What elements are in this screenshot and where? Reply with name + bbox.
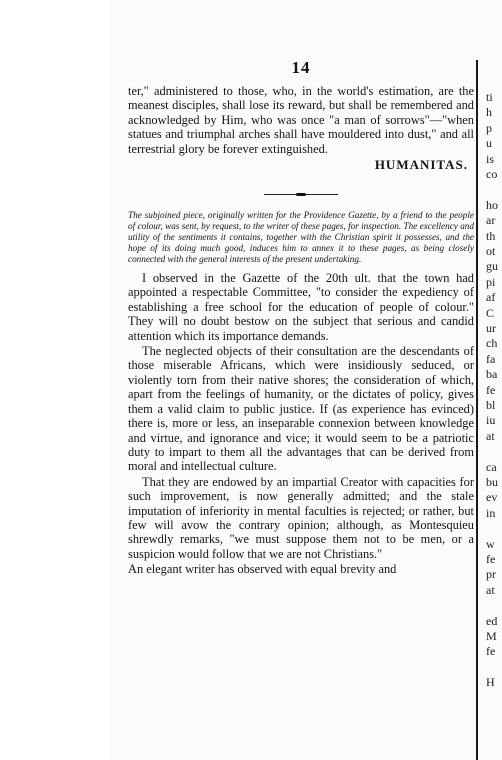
facing-page-fragment: ev <box>486 490 498 505</box>
facing-page-fragment: th <box>486 228 496 243</box>
facing-page-fragment: fe <box>486 552 496 566</box>
facing-page-fragment: pr <box>486 567 496 582</box>
section-divider-rule <box>264 193 338 196</box>
body-paragraph-2: The neglected objects of their consultation are the descendants of those miserable Africans, which were insidiously seduced, or violently torn from their native shores; the consideration of which, apart from the feelings of humanity, or the dictates of policy, gives them a valid claim to public justice. If (as experience has evinced) there is, more or less, an inseparable connexion between knowledge and virtue, and ignorance and vice; it would seem to be a patriotic duty to impart to them all the advantages that can be derived from moral and intellectual culture. <box>128 344 474 474</box>
facing-page-fragment: C <box>486 305 495 320</box>
facing-page-fragment: H <box>486 675 495 690</box>
facing-page-fragment: at <box>486 428 495 443</box>
facing-page-fragment: bl <box>486 398 496 412</box>
page-number: 14 <box>291 58 311 77</box>
facing-page-fragment: u <box>486 136 492 151</box>
facing-page-fragment: fa <box>486 351 496 366</box>
body-paragraph-1: I observed in the Gazette of the 20th ult. that the town had appointed a respectable Committee, "to consider the expediency of establishing a free school for the education of people of colour." They will no doubt bestow on the subject that serious and candid attention which its importance demands. <box>128 271 474 343</box>
facing-page-fragment: fe <box>486 382 496 397</box>
facing-page-fragment: fe <box>486 644 496 659</box>
body-paragraph-3: That they are endowed by an impartial Creator with capacities for such improvement, is now generally admitted; and the stale imputation of inferiority in mental faculties is rejected; or rather, but few will avow the contrary opinion; although, as Montesquieu shrewdly remarks, "we must suppose them not to be men, or a suspicion would follow that we are not Christians." <box>128 474 474 561</box>
facing-page-fragment: ba <box>486 367 498 382</box>
facing-page-fragment: ca <box>486 459 497 474</box>
facing-page-fragment: h <box>486 105 492 120</box>
facing-page-fragment: pi <box>486 274 496 289</box>
facing-page-fragment: af <box>486 290 496 305</box>
facing-page-fragment: ch <box>486 336 498 351</box>
facing-page-fragment: at <box>486 582 495 597</box>
facing-page-fragment: ur <box>486 321 496 335</box>
facing-page-fragment: bu <box>486 475 498 489</box>
facing-page-fragment: iu <box>486 413 496 428</box>
blank-left-margin <box>0 0 110 760</box>
opening-paragraph: ter," administered to those, who, in the world's estimation, are the meanest disciples, shall lose its reward, but shall be remembered and acknowledged by Him, who was once "a man of sorrows"—"when statues and triumphal arches shall have mouldered into dust," and all terrestrial glory be forever extinguished. <box>128 84 474 156</box>
facing-page-fragment: p <box>486 120 492 135</box>
facing-page-fragment: ti <box>486 90 493 104</box>
facing-page-fragment: co <box>486 167 498 181</box>
facing-page-fragment: ar <box>486 213 496 228</box>
main-text-column <box>128 58 474 577</box>
signature: HUMANITAS. <box>374 157 468 173</box>
facing-page-fragment: w <box>486 536 495 551</box>
facing-page-fragment: in <box>486 505 496 520</box>
facing-page-fragment: M <box>486 629 497 643</box>
facing-page-fragment: ed <box>486 613 498 628</box>
editorial-note: The subjoined piece, originally written for the Providence Gazette, by a friend to the people of colour, was sent, by request, to the writer of these pages, for inspection. The excellency and utility of the sentiments it contains, together with the Christian spirit it possesses, and the hope of its doing much good, induces him to annex it to these pages, as being closely connected with the general interests of the present undertaking. <box>128 210 474 265</box>
facing-page-fragment: is <box>486 151 495 166</box>
facing-page-fragment: ot <box>486 244 496 258</box>
facing-page-fragment: gu <box>486 259 498 274</box>
facing-page-edge <box>476 60 502 760</box>
facing-page-fragment: ho <box>486 197 498 212</box>
body-paragraph-4: An elegant writer has observed with equal brevity and <box>128 562 397 577</box>
